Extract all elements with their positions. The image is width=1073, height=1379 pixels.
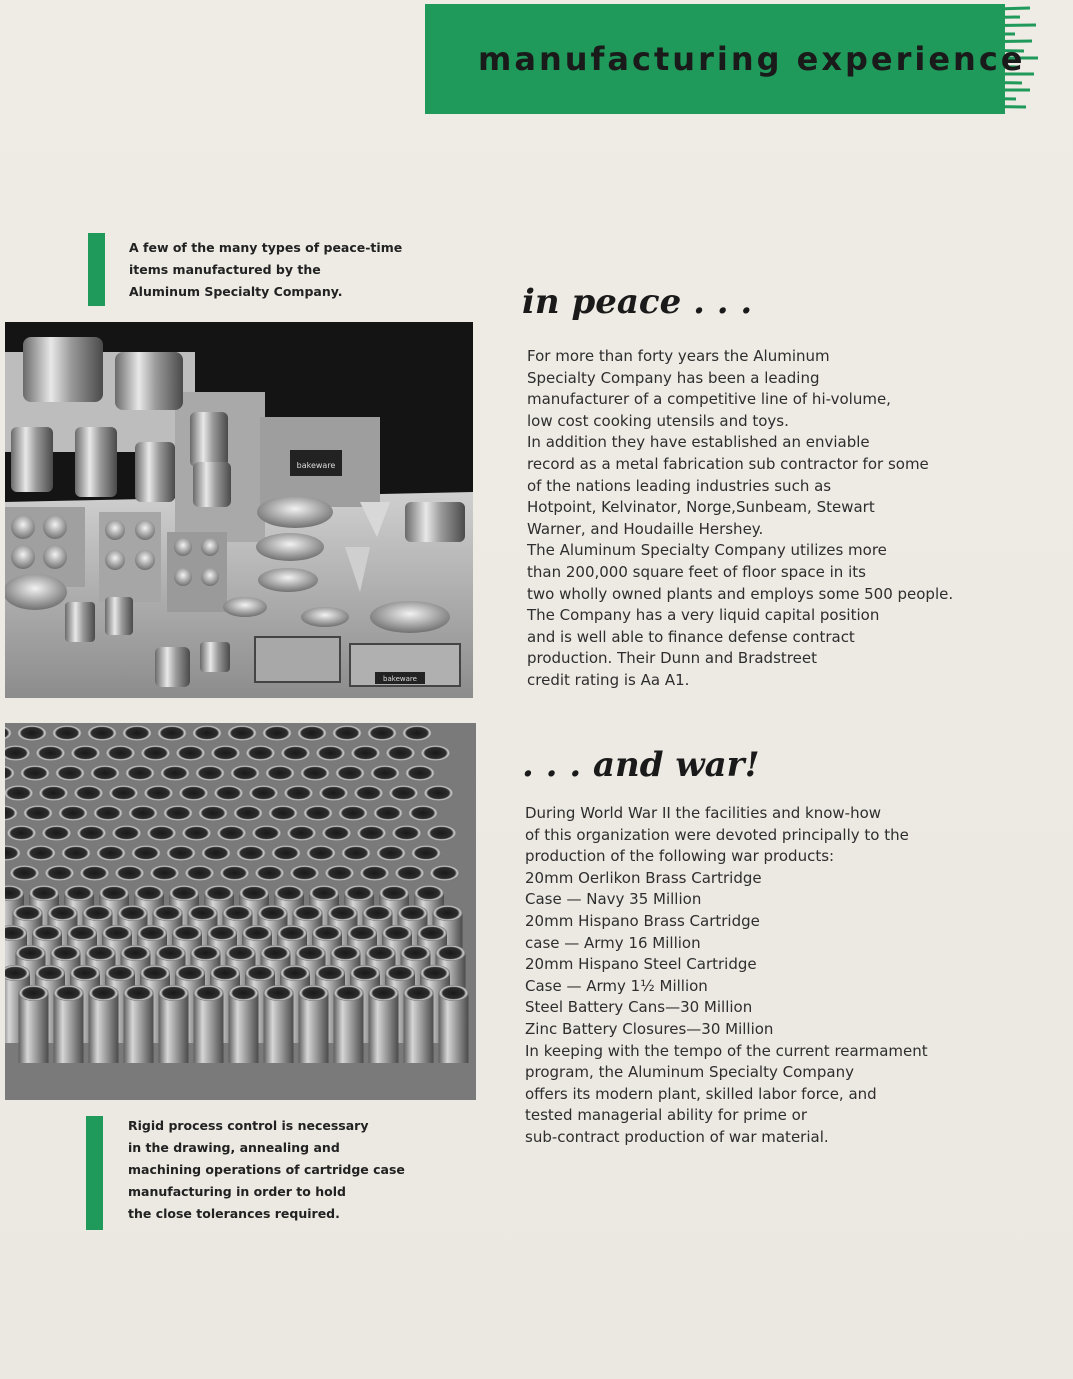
cartridge-mouth xyxy=(246,745,276,761)
cartridge-mouth xyxy=(341,845,371,861)
cartridge-mouth xyxy=(309,885,339,901)
cartridge-mouth xyxy=(176,745,206,761)
body-line: Steel Battery Cans—30 Million xyxy=(525,998,753,1017)
body-line: program, the Aluminum Specialty Company xyxy=(525,1063,854,1082)
cartridge-case xyxy=(89,993,119,1063)
cartridge-mouth xyxy=(131,845,161,861)
cartridge-mouth xyxy=(150,865,180,881)
cartridge-mouth xyxy=(227,725,257,741)
cartridge-mouth xyxy=(7,825,37,841)
cartridge-mouth xyxy=(74,785,104,801)
cartridge-mouth xyxy=(366,945,396,961)
cartridge-mouth xyxy=(363,905,393,921)
cartridge-mouth xyxy=(144,785,174,801)
cartridge-mouth xyxy=(220,865,250,881)
cartridge-mouth xyxy=(430,865,460,881)
body-line: Case — Army 1½ Million xyxy=(525,976,708,995)
cartridge-mouth xyxy=(398,905,428,921)
body-line: During World War II the facilities and know-how xyxy=(525,804,882,822)
cartridge-mouth xyxy=(99,885,129,901)
caption-line: Rigid process control is necessary xyxy=(128,1118,369,1133)
caption-line: items manufactured by the xyxy=(129,262,321,277)
cartridge-mouth xyxy=(194,985,224,1001)
body-line: than 200,000 square feet of floor space in its xyxy=(527,562,866,581)
cartridge-mouth xyxy=(87,725,117,741)
body-line: low cost cooking utensils and toys. xyxy=(527,411,789,430)
body-line: offers its modern plant, skilled labor force, and xyxy=(525,1084,877,1103)
cartridge-mouth xyxy=(198,805,228,821)
cartridge-mouth xyxy=(293,905,323,921)
cartridge-mouth xyxy=(277,925,307,941)
body-line: production of the following war products: xyxy=(525,847,835,866)
cartridge-mouth xyxy=(367,725,397,741)
cartridge-mouth xyxy=(48,905,78,921)
cartridge-mouth xyxy=(322,825,352,841)
body-line: of the nations leading industries such as xyxy=(527,476,832,495)
body-line: For more than forty years the Aluminum xyxy=(527,347,830,365)
cartridge-mouth xyxy=(83,905,113,921)
cartridge-photo xyxy=(5,723,476,1100)
cartridge-mouth xyxy=(207,925,237,941)
body-line: record as a metal fabrication sub contractor for some xyxy=(527,454,929,473)
body-line: manufacturer of a competitive line of hi-volume, xyxy=(527,390,891,409)
cartridge-mouth xyxy=(411,845,441,861)
cartridge-mouth xyxy=(436,945,466,961)
cartridge-mouth xyxy=(350,965,380,981)
cartridge-mouth xyxy=(70,965,100,981)
cartridge-mouth xyxy=(67,925,97,941)
cartridge-mouth xyxy=(125,765,155,781)
cartridge-mouth xyxy=(229,985,259,1001)
cookware-photo-illustration xyxy=(5,322,473,698)
cartridge-mouth xyxy=(61,845,91,861)
cartridge-mouth xyxy=(169,885,199,901)
body-line: tested managerial ability for prime or xyxy=(525,1106,807,1125)
cartridge-case xyxy=(194,993,224,1063)
cartridge-mouth xyxy=(312,925,342,941)
cartridge-mouth xyxy=(201,845,231,861)
cartridge-mouth xyxy=(344,885,374,901)
body-line: two wholly owned plants and employs some 500 people. xyxy=(527,584,954,603)
cartridge-mouth xyxy=(121,945,151,961)
cartridge-mouth xyxy=(223,905,253,921)
cartridge-mouth xyxy=(204,885,234,901)
caption-top xyxy=(129,237,402,303)
body-line: Zinc Battery Closures—30 Million xyxy=(525,1019,774,1038)
bakeware-label-1: bakeware xyxy=(296,461,336,470)
cartridge-mouth xyxy=(191,945,221,961)
body-line: of this organization were devoted principally to the xyxy=(525,825,909,844)
cartridge-mouth xyxy=(239,885,269,901)
cartridge-mouth xyxy=(357,825,387,841)
cartridge-mouth xyxy=(401,945,431,961)
body-line: Case — Navy 35 Million xyxy=(525,890,702,909)
cartridge-mouth xyxy=(325,865,355,881)
cartridge-mouth xyxy=(217,825,247,841)
cartridge-mouth xyxy=(185,865,215,881)
body-line: Hotpoint, Kelvinator, Norge,Sunbeam, Stewart xyxy=(527,498,875,517)
caption-line: the close tolerances required. xyxy=(128,1206,340,1221)
cartridge-mouth xyxy=(192,725,222,741)
cartridge-mouth xyxy=(351,745,381,761)
cartridge-case xyxy=(229,993,259,1063)
heading-and-war: . . . and war! xyxy=(522,745,760,785)
cartridge-mouth xyxy=(334,985,364,1001)
cartridge-mouth xyxy=(392,825,422,841)
cartridge-mouth xyxy=(230,765,260,781)
cartridge-mouth xyxy=(137,925,167,941)
cartridge-mouth xyxy=(331,945,361,961)
caption-bottom xyxy=(128,1115,405,1225)
cartridge-mouth xyxy=(386,745,416,761)
cartridge-mouth xyxy=(211,745,241,761)
peace-body xyxy=(527,346,953,692)
cartridge-mouth xyxy=(124,985,154,1001)
cartridge-mouth xyxy=(382,925,412,941)
cartridge-mouth xyxy=(182,825,212,841)
body-line: production. Their Dunn and Bradstreet xyxy=(527,649,817,668)
cartridge-mouth xyxy=(13,905,43,921)
cartridge-case xyxy=(264,993,294,1063)
cartridge-mouth xyxy=(54,985,84,1001)
cartridge-mouth xyxy=(319,785,349,801)
cartridge-mouth xyxy=(10,865,40,881)
body-line: 20mm Hispano Steel Cartridge xyxy=(525,955,757,974)
cartridge-mouth xyxy=(175,965,205,981)
cartridge-mouth xyxy=(284,785,314,801)
cartridge-mouth xyxy=(77,825,107,841)
body-line: 20mm Hispano Brass Cartridge xyxy=(525,911,760,930)
cartridge-mouth xyxy=(115,865,145,881)
body-line: The Company has a very liquid capital position xyxy=(527,606,880,625)
cartridge-mouth xyxy=(262,725,292,741)
cartridge-mouth xyxy=(252,825,282,841)
cartridge-mouth xyxy=(255,865,285,881)
cartridge-mouth xyxy=(264,985,294,1001)
cartridge-case xyxy=(54,993,84,1063)
cartridge-mouth xyxy=(306,845,336,861)
cartridge-mouth xyxy=(370,765,400,781)
cartridge-mouth xyxy=(45,865,75,881)
cartridge-case xyxy=(124,993,154,1063)
cartridge-mouth xyxy=(242,925,272,941)
cartridge-mouth xyxy=(316,745,346,761)
cartridge-mouth xyxy=(210,965,240,981)
cookware-photo xyxy=(5,322,473,698)
cartridge-mouth xyxy=(439,985,469,1001)
cartridge-case xyxy=(369,993,399,1063)
cartridge-mouth xyxy=(281,745,311,761)
cartridge-mouth xyxy=(335,765,365,781)
cartridge-mouth xyxy=(379,885,409,901)
cartridge-mouth xyxy=(332,725,362,741)
cartridge-mouth xyxy=(134,885,164,901)
cartridge-mouth xyxy=(280,965,310,981)
cartridge-mouth xyxy=(179,785,209,801)
cartridge-mouth xyxy=(214,785,244,801)
cartridge-mouth xyxy=(274,885,304,901)
cartridge-mouth xyxy=(328,905,358,921)
cartridge-mouth xyxy=(36,745,66,761)
cartridge-mouth xyxy=(141,745,171,761)
cartridge-mouth xyxy=(163,805,193,821)
cartridge-mouth xyxy=(106,745,136,761)
cartridge-mouth xyxy=(19,985,49,1001)
cartridge-mouth xyxy=(433,905,463,921)
body-line: In addition they have established an enviable xyxy=(527,433,870,452)
cartridge-mouth xyxy=(157,725,187,741)
body-line: The Aluminum Specialty Company utilizes more xyxy=(527,541,887,560)
cartridge-mouth xyxy=(296,945,326,961)
cartridge-mouth xyxy=(118,905,148,921)
cartridge-mouth xyxy=(226,945,256,961)
cartridge-mouth xyxy=(153,905,183,921)
body-line: credit rating is Aa A1. xyxy=(527,670,690,689)
cartridge-mouth xyxy=(354,785,384,801)
cartridge-mouth xyxy=(236,845,266,861)
cartridge-case xyxy=(404,993,434,1063)
cartridge-mouth xyxy=(159,985,189,1001)
cartridge-mouth xyxy=(315,965,345,981)
cartridge-mouth xyxy=(258,905,288,921)
cartridge-mouth xyxy=(195,765,225,781)
cartridge-mouth xyxy=(424,785,454,801)
cartridge-mouth xyxy=(421,745,451,761)
body-line: case — Army 16 Million xyxy=(525,933,701,952)
cartridge-mouth xyxy=(35,965,65,981)
caption-line: manufacturing in order to hold xyxy=(128,1184,346,1199)
cartridge-mouth xyxy=(373,805,403,821)
caption-line: in the drawing, annealing and xyxy=(128,1140,340,1155)
cartridge-mouth xyxy=(102,925,132,941)
cartridge-mouth xyxy=(408,805,438,821)
cartridge-mouth xyxy=(427,825,457,841)
cartridge-mouth xyxy=(156,945,186,961)
cartridge-mouth xyxy=(29,885,59,901)
cartridge-mouth xyxy=(16,945,46,961)
cartridge-mouth xyxy=(86,945,116,961)
cartridge-mouth xyxy=(265,765,295,781)
cartridge-mouth xyxy=(297,725,327,741)
caption-line: machining operations of cartridge case xyxy=(128,1162,405,1177)
cartridge-mouth xyxy=(303,805,333,821)
cartridge-mouth xyxy=(420,965,450,981)
cartridge-mouth xyxy=(58,805,88,821)
cartridge-mouth xyxy=(404,985,434,1001)
body-line: and is well able to finance defense contract xyxy=(527,627,855,646)
cartridge-mouth xyxy=(360,865,390,881)
heading-in-peace: in peace . . . xyxy=(522,282,753,322)
cartridge-case xyxy=(19,993,49,1063)
cartridge-mouth xyxy=(402,725,432,741)
cartridge-mouth xyxy=(245,965,275,981)
cartridge-case xyxy=(299,993,329,1063)
body-line: sub-contract production of war material. xyxy=(525,1127,829,1146)
cartridge-case xyxy=(159,993,189,1063)
cartridge-mouth xyxy=(414,885,444,901)
cartridge-mouth xyxy=(188,905,218,921)
body-line: Warner, and Houdaille Hershey. xyxy=(527,519,764,538)
cartridge-mouth xyxy=(80,865,110,881)
cartridge-mouth xyxy=(261,945,291,961)
cartridge-mouth xyxy=(105,965,135,981)
cartridge-mouth xyxy=(233,805,263,821)
body-line: In keeping with the tempo of the current rearmament xyxy=(525,1041,928,1060)
banner-title: manufacturing experience xyxy=(478,40,1026,78)
cartridge-mouth xyxy=(51,945,81,961)
cartridge-mouth xyxy=(42,825,72,841)
cartridge-mouth xyxy=(160,765,190,781)
cartridge-mouth xyxy=(20,765,50,781)
cartridge-mouth xyxy=(395,865,425,881)
cartridge-photo-illustration xyxy=(5,723,476,1100)
cartridge-mouth xyxy=(122,725,152,741)
cartridge-mouth xyxy=(300,765,330,781)
caption-line: A few of the many types of peace-time xyxy=(129,240,403,255)
cartridge-mouth xyxy=(376,845,406,861)
cartridge-mouth xyxy=(32,925,62,941)
cartridge-mouth xyxy=(166,845,196,861)
cartridge-mouth xyxy=(417,925,447,941)
cartridge-mouth xyxy=(26,845,56,861)
cartridge-mouth xyxy=(287,825,317,841)
cartridge-mouth xyxy=(112,825,142,841)
cartridge-mouth xyxy=(109,785,139,801)
cartridge-case xyxy=(439,993,469,1063)
bakeware-label-2: bakeware xyxy=(383,675,417,683)
cartridge-mouth xyxy=(389,785,419,801)
caption-line: Aluminum Specialty Company. xyxy=(129,284,343,299)
cartridge-mouth xyxy=(147,825,177,841)
cartridge-mouth xyxy=(140,965,170,981)
cartridge-mouth xyxy=(39,785,69,801)
cartridge-mouth xyxy=(249,785,279,801)
cartridge-mouth xyxy=(405,765,435,781)
cartridge-mouth xyxy=(96,845,126,861)
cartridge-mouth xyxy=(268,805,298,821)
cartridge-mouth xyxy=(90,765,120,781)
body-line: Specialty Company has been a leading xyxy=(527,368,820,387)
cartridge-mouth xyxy=(271,845,301,861)
cartridge-case xyxy=(334,993,364,1063)
cartridge-mouth xyxy=(347,925,377,941)
caption-accent-bar-bottom xyxy=(86,1116,103,1230)
cartridge-mouth xyxy=(23,805,53,821)
cartridge-mouth xyxy=(55,765,85,781)
cartridge-mouth xyxy=(64,885,94,901)
cartridge-mouth xyxy=(369,985,399,1001)
cartridge-mouth xyxy=(299,985,329,1001)
cartridge-mouth xyxy=(89,985,119,1001)
cartridge-mouth xyxy=(290,865,320,881)
cartridge-mouth xyxy=(172,925,202,941)
cartridge-mouth xyxy=(93,805,123,821)
war-body xyxy=(525,803,928,1149)
cartridge-mouth xyxy=(385,965,415,981)
cartridge-mouth xyxy=(71,745,101,761)
body-line: 20mm Oerlikon Brass Cartridge xyxy=(525,868,762,887)
caption-accent-bar-top xyxy=(88,233,105,306)
cartridge-mouth xyxy=(17,725,47,741)
cartridge-mouth xyxy=(128,805,158,821)
cartridge-mouth xyxy=(338,805,368,821)
cartridge-mouth xyxy=(52,725,82,741)
